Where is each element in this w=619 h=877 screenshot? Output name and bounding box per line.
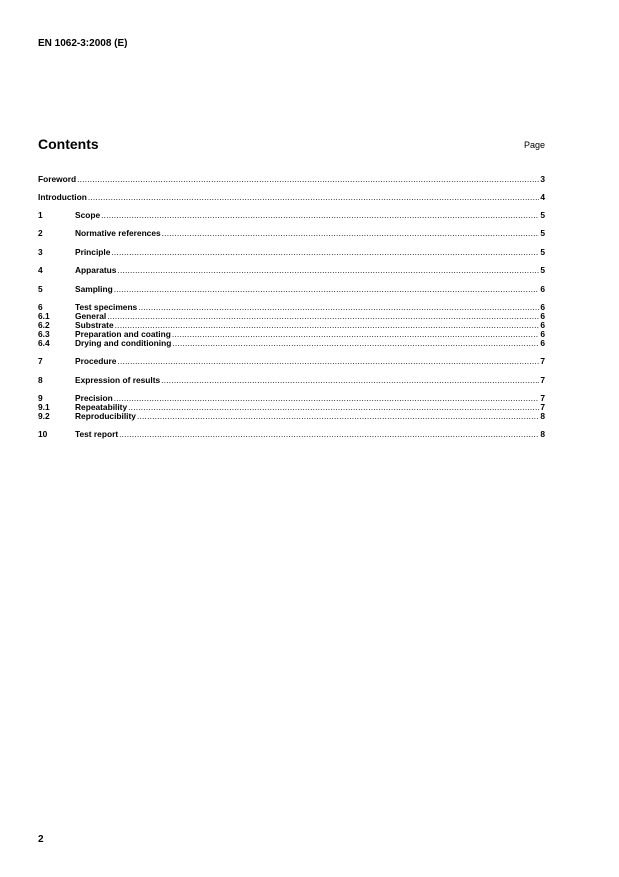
toc-entry-page: 6 <box>540 338 545 348</box>
toc-entry-title: Scope <box>75 210 101 220</box>
toc-dot-leader <box>172 338 539 348</box>
toc-entry-number: 1 <box>38 210 43 220</box>
toc-entry-number: 9.2 <box>38 411 50 421</box>
toc-entry-number: 6.2 <box>38 320 50 330</box>
toc-entry-number: 5 <box>38 284 43 294</box>
toc-entry-title: Test report <box>75 429 119 439</box>
toc-entry-page: 8 <box>540 429 545 439</box>
toc-entry[interactable] <box>38 174 545 184</box>
toc-entry-page: 5 <box>540 228 545 238</box>
toc-entry-number: 6 <box>38 302 43 312</box>
toc-entry-number: 9.1 <box>38 402 50 412</box>
toc-entry[interactable] <box>38 338 545 348</box>
toc-entry[interactable] <box>38 375 545 385</box>
toc-entry-number: 4 <box>38 265 43 275</box>
toc-entry[interactable] <box>38 210 545 220</box>
toc-entry-title: Reproducibility <box>75 411 136 421</box>
toc-entry-page: 6 <box>540 302 545 312</box>
toc-entry-page: 5 <box>540 210 545 220</box>
toc-dot-leader <box>111 247 539 257</box>
toc-dot-leader <box>117 356 539 366</box>
toc-entry-page: 6 <box>540 284 545 294</box>
toc-entry-number: 9 <box>38 393 43 403</box>
toc-entry-title: Introduction <box>38 192 87 202</box>
toc-entry-page: 7 <box>540 375 545 385</box>
toc-entry-page: 7 <box>540 356 545 366</box>
document-id-header: EN 1062-3:2008 (E) <box>38 38 128 49</box>
contents-heading: Contents <box>38 136 99 152</box>
toc-entry-page: 7 <box>540 402 545 412</box>
toc-dot-leader <box>101 210 539 220</box>
toc-entry-title: Preparation and coating <box>75 329 171 339</box>
toc-dot-leader <box>162 228 540 238</box>
toc-entry[interactable] <box>38 228 545 238</box>
toc-entry-title: General <box>75 311 107 321</box>
toc-dot-leader <box>117 265 539 275</box>
toc-entry-title: Principle <box>75 247 111 257</box>
toc-entry-page: 4 <box>540 192 545 202</box>
toc-dot-leader <box>137 411 539 421</box>
toc-entry-title: Apparatus <box>75 265 117 275</box>
toc-entry-title: Normative references <box>75 228 161 238</box>
toc-entry-page: 6 <box>540 329 545 339</box>
toc-entry[interactable] <box>38 411 545 421</box>
toc-entry[interactable] <box>38 247 545 257</box>
toc-entry-number: 3 <box>38 247 43 257</box>
toc-entry[interactable] <box>38 284 545 294</box>
toc-entry-title: Sampling <box>75 284 113 294</box>
toc-entry-title: Procedure <box>75 356 117 366</box>
toc-entry-number: 6.3 <box>38 329 50 339</box>
toc-entry-title: Repeatability <box>75 402 128 412</box>
page-column-label: Page <box>523 140 545 150</box>
toc-entry[interactable] <box>38 265 545 275</box>
toc-entry-page: 7 <box>540 393 545 403</box>
toc-dot-leader <box>88 192 539 202</box>
toc-dot-leader <box>77 174 539 184</box>
toc-entry-page: 3 <box>540 174 545 184</box>
toc-entry-number: 10 <box>38 429 48 439</box>
toc-entry-title: Foreword <box>38 174 77 184</box>
toc-entry-title: Substrate <box>75 320 114 330</box>
toc-entry-page: 6 <box>540 320 545 330</box>
toc-entry-page: 5 <box>540 265 545 275</box>
toc-entry-title: Expression of results <box>75 375 161 385</box>
toc-entry-title: Test specimens <box>75 302 138 312</box>
toc-entry[interactable] <box>38 192 545 202</box>
toc-entry[interactable] <box>38 429 545 439</box>
toc-entry-number: 6.1 <box>38 311 50 321</box>
toc-dot-leader <box>119 429 539 439</box>
toc-dot-leader <box>161 375 539 385</box>
toc-entry-number: 7 <box>38 356 43 366</box>
toc-entry-page: 5 <box>540 247 545 257</box>
toc-entry-page: 6 <box>540 311 545 321</box>
toc-entry-number: 2 <box>38 228 43 238</box>
toc-entry[interactable] <box>38 356 545 366</box>
page-number: 2 <box>38 834 44 845</box>
toc-entry-number: 6.4 <box>38 338 50 348</box>
toc-entry-page: 8 <box>540 411 545 421</box>
toc-entry-number: 8 <box>38 375 43 385</box>
toc-dot-leader <box>114 284 540 294</box>
toc-entry-title: Drying and conditioning <box>75 338 172 348</box>
toc-entry-title: Precision <box>75 393 113 403</box>
